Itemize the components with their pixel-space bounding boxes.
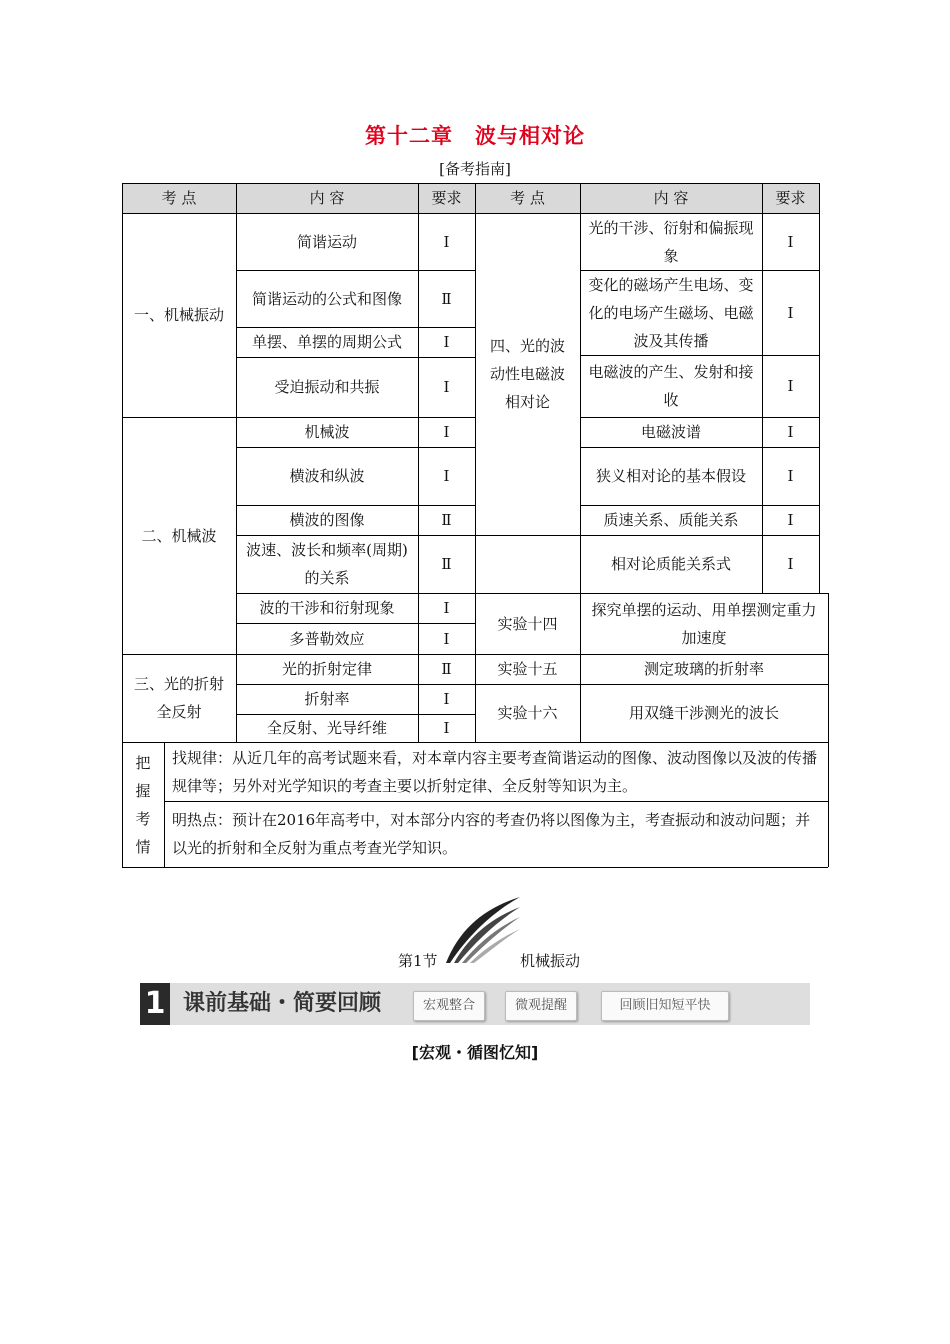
notes-hot-topic: 明热点：预计在2016年高考中，对本部分内容的考查仍将以图像为主，考查振动和波动问题；并以光的折射和全反射为重点考查光学知识。 (172, 811, 811, 857)
group-mechanical-vibration: 一、机械振动 (133, 306, 224, 324)
left-req-6: Ⅰ (443, 467, 450, 485)
button-micro-reminder[interactable]: 微观提醒 (505, 991, 577, 1021)
left-content-13: 全反射、光导纤维 (266, 719, 387, 737)
header-content-left: 内 容 (309, 189, 345, 207)
right-req-1: Ⅰ (787, 232, 794, 251)
left-content-1: 简谐运动 (296, 232, 357, 251)
left-req-10: Ⅰ (443, 629, 450, 648)
left-req-4: Ⅰ (443, 378, 450, 396)
left-req-8: Ⅱ (441, 555, 452, 573)
notes-find-pattern: 找规律：从近几年的高考试题来看，对本章内容主要考查简谐运动的图像、波动图像以及波的传播规律等；另外对光学知识的考查主要以折射定律、全反射等知识为主。 (172, 749, 818, 795)
header-point-left: 考 点 (161, 189, 197, 207)
section-name: 机械振动 (520, 952, 581, 970)
left-content-10: 多普勒效应 (289, 629, 365, 648)
header-point-right: 考 点 (510, 189, 545, 207)
right-req-6: Ⅰ (787, 511, 794, 529)
right-content-5: 狭义相对论的基本假设 (595, 467, 746, 485)
experiment-14-name: 实验十四 (497, 614, 558, 633)
right-req-5: Ⅰ (787, 467, 794, 485)
left-req-13: Ⅰ (443, 719, 450, 737)
right-content-1: 光的干涉、衍射和偏振现象 (588, 218, 754, 265)
chapter-title: 第十二章 波与相对论 (365, 124, 585, 148)
right-req-2: Ⅰ (787, 303, 794, 322)
left-req-7: Ⅱ (441, 511, 452, 529)
header-req-right: 要求 (775, 189, 806, 207)
group-light-wave-relativity: 四、光的波动性电磁波相对论 (489, 337, 565, 411)
left-content-3: 单摆、单摆的周期公式 (251, 333, 402, 351)
left-content-6: 横波和纵波 (289, 467, 365, 485)
left-req-3: Ⅰ (443, 333, 450, 351)
experiment-15-content: 测定玻璃的折射率 (643, 660, 764, 678)
right-req-4: Ⅰ (787, 423, 794, 441)
left-req-11: Ⅱ (441, 660, 452, 678)
left-content-12: 折射率 (304, 690, 350, 708)
left-req-2: Ⅱ (441, 289, 452, 308)
experiment-15-name: 实验十五 (497, 660, 558, 678)
group-mechanical-wave: 二、机械波 (141, 526, 217, 545)
right-req-3: Ⅰ (787, 377, 794, 395)
macro-subheading: [宏观・循图忆知] (411, 1043, 539, 1062)
swoosh-decoration-icon (440, 893, 525, 965)
right-content-4: 电磁波谱 (640, 423, 701, 441)
experiment-16-name: 实验十六 (497, 704, 558, 722)
right-content-6: 质速关系、质能关系 (603, 511, 739, 529)
right-content-2: 变化的磁场产生电场、变化的电场产生磁场、电磁波及其传播 (588, 275, 754, 350)
left-req-1: Ⅰ (443, 232, 450, 251)
left-content-7: 横波的图像 (289, 511, 365, 529)
banner-title: 课前基础・简要回顾 (183, 991, 382, 1016)
group-refraction: 三、光的折射全反射 (133, 675, 224, 721)
left-content-2: 简谐运动的公式和图像 (251, 289, 402, 308)
experiment-14-content: 探究单摆的运动、用单摆测定重力加速度 (591, 600, 817, 647)
experiment-16-content: 用双缝干涉测光的波长 (628, 704, 779, 722)
left-content-8: 波速、波长和频率(周期)的关系 (246, 541, 408, 587)
left-req-9: Ⅰ (443, 599, 450, 617)
header-content-right: 内 容 (653, 189, 689, 207)
right-content-3: 电磁波的产生、发射和接收 (588, 363, 754, 409)
header-req-left: 要求 (431, 189, 462, 207)
left-req-5: Ⅰ (443, 423, 450, 441)
banner-number: 1 (140, 983, 170, 1025)
left-content-9: 波的干涉和衍射现象 (259, 599, 395, 617)
left-req-12: Ⅰ (443, 690, 450, 708)
right-content-7: 相对论质能关系式 (610, 555, 731, 573)
left-content-11: 光的折射定律 (281, 660, 372, 678)
notes-label: 把握考情 (135, 753, 151, 856)
button-review-old-knowledge[interactable]: 回顾旧知短平快 (601, 991, 729, 1021)
left-content-5: 机械波 (304, 423, 350, 441)
right-req-7: Ⅰ (787, 555, 794, 573)
section-number: 第1节 (398, 952, 438, 970)
left-content-4: 受迫振动和共振 (274, 378, 380, 396)
button-macro-integration[interactable]: 宏观整合 (413, 991, 485, 1021)
guide-subtitle: [备考指南] (439, 160, 511, 178)
